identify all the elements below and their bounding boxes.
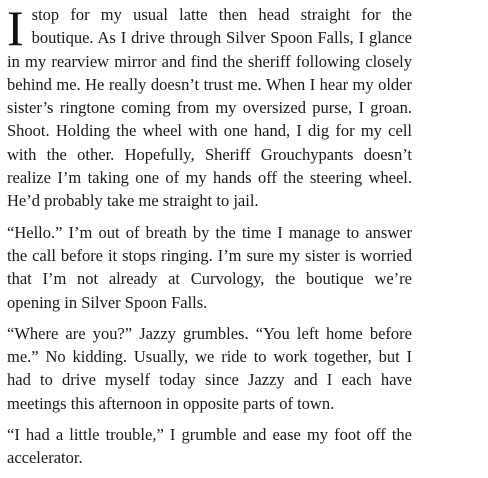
paragraph-1 <box>7 0 412 213</box>
paragraph-3: “Where are you?” Jazzy grumbles. “You left home before me.” No kidding. Usually, we ride to work together, but I had to drive myself today since Jazzy and I each have meetings this afternoon in opposite parts of town. <box>7 323 412 413</box>
paragraph-2: “Hello.” I’m out of breath by the time I manage to answer the call before it stops ringing. I’m sure my sister is worried that I’m not already at Curvology, the boutique we’re opening in Silver Spoon Falls. <box>7 222 412 312</box>
book-page <box>7 0 412 478</box>
paragraph-4: “I had a little trouble,” I grumble and ease my foot off the accelerator. <box>7 425 412 468</box>
drop-cap: I <box>7 0 24 56</box>
paragraph-1-text: stop for my usual latte then head straight for the boutique. As I drive through Silver Spoon Falls, I glance in my rearview mirror and find the sheriff following closely behind me. He really doesn’t trust me. When I hear my older sister’s ringtone coming from my oversized purse, I groan. Shoot. Holding the wheel with one hand, I dig for my cell with the other. Hopefully, Sheriff Grouchypants doesn’t realize I’m taking one of my hands off the steering wheel. He’d probably take me straight to jail. <box>7 5 412 211</box>
